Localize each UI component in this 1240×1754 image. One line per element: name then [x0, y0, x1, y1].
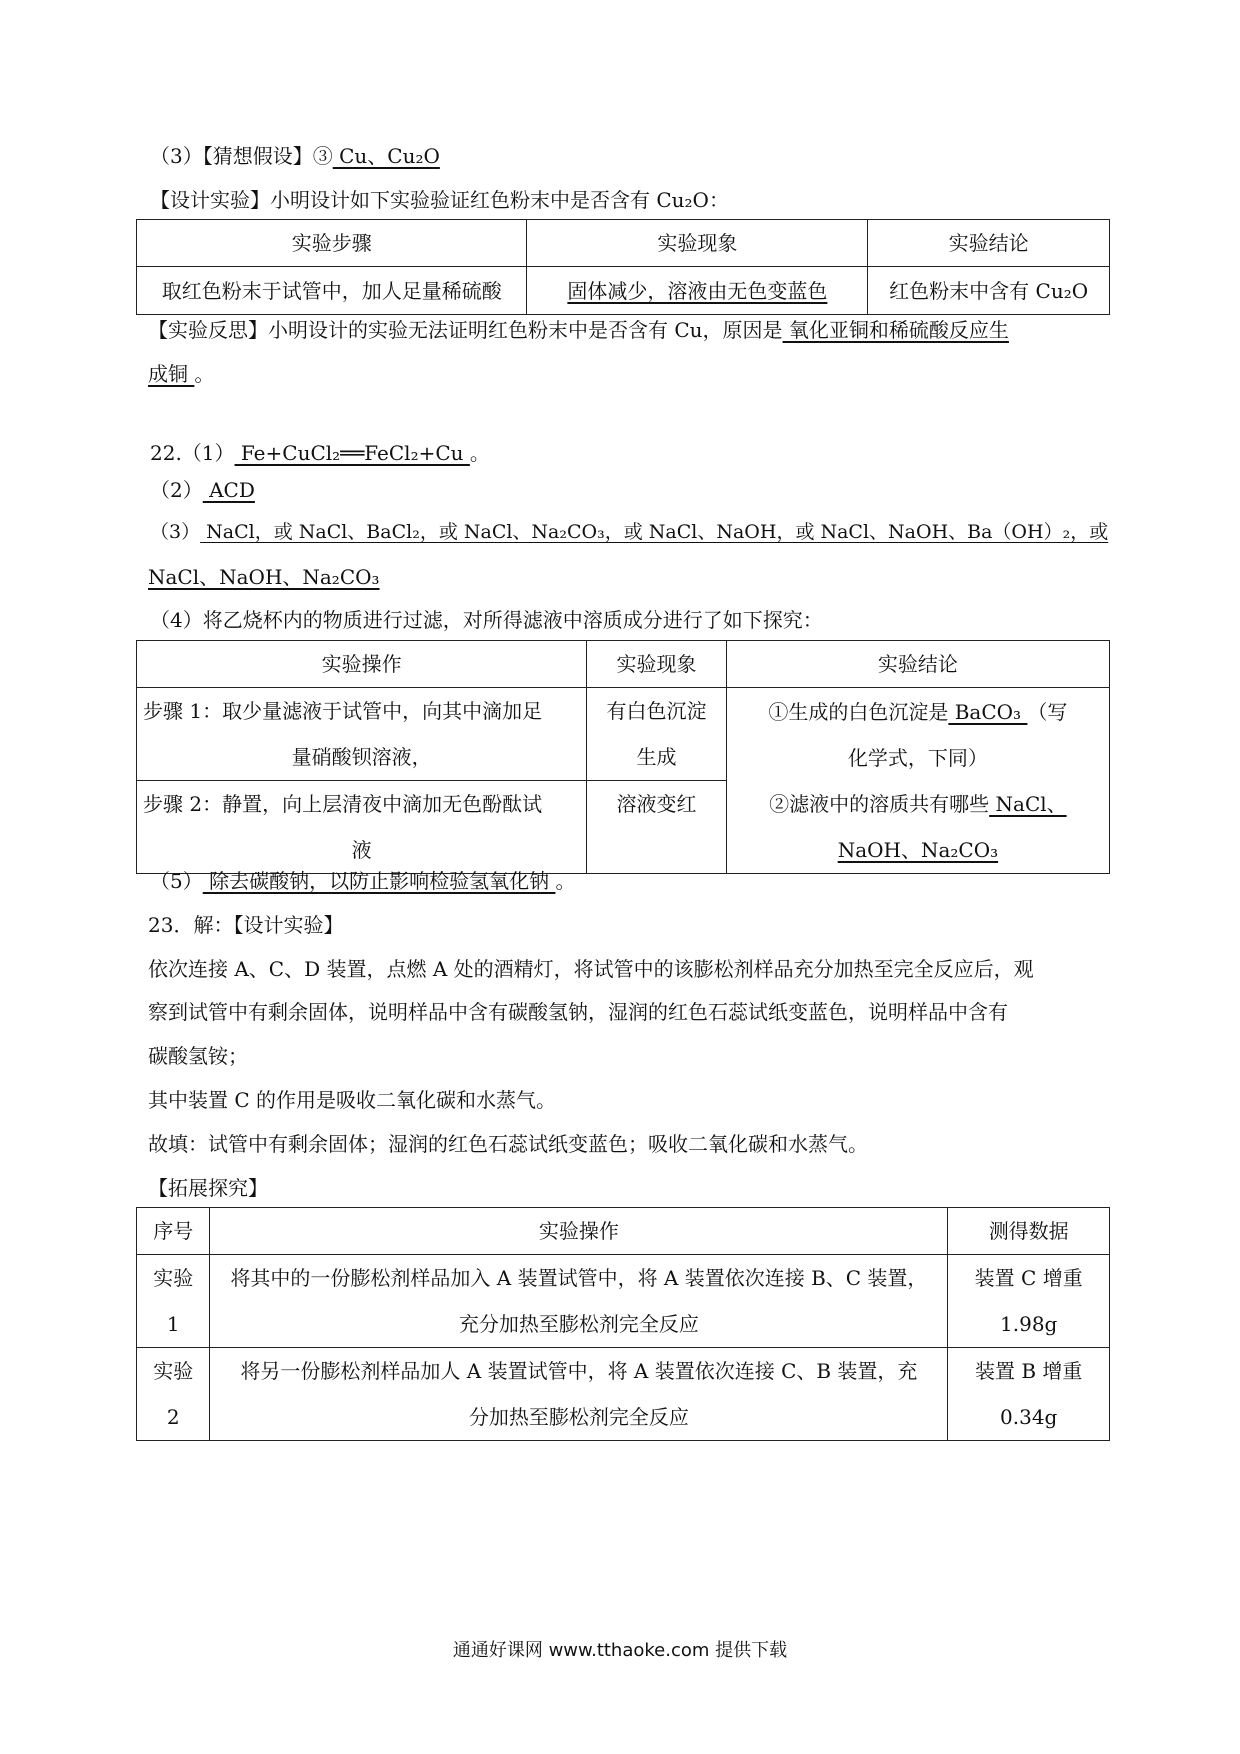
q22-part1-answer: Fe+CuCl₂══FeCl₂+Cu	[234, 441, 470, 465]
table3-row2-data-line1: 装置 B 增重	[974, 1359, 1083, 1383]
table2-header-conclusion: 实验结论	[726, 641, 1109, 688]
table2-step2-phenomenon: 溶液变红	[587, 781, 727, 874]
table2-step1-obs-line1: 有白色沉淀	[606, 699, 707, 723]
table3-header-operation: 实验操作	[210, 1208, 948, 1255]
reflection-line-2	[148, 360, 214, 388]
table1-cell-step: 取红色粉末于试管中，加人足量稀硫酸	[137, 267, 527, 315]
q22-part1	[150, 439, 490, 467]
page-footer: 通通好课网 www.tthaoke.com 提供下载	[452, 1640, 788, 1661]
table3-row1-operation	[210, 1255, 948, 1348]
table-extended-investigation	[136, 1207, 1110, 1441]
table3-row1-index-line2: 1	[166, 1312, 180, 1336]
table3-header-data: 测得数据	[948, 1208, 1110, 1255]
table3-row1-data-line1: 装置 C 增重	[974, 1266, 1083, 1290]
table-cu2o-verification	[136, 219, 1110, 315]
table3-row2-op-line1: 将另一份膨松剂样品加人 A 装置试管中，将 A 装置依次连接 C、B 装置，充	[240, 1359, 918, 1383]
table1-header-conclusion: 实验结论	[868, 220, 1110, 267]
table2-conclusion	[726, 688, 1109, 874]
table3-row2-data	[948, 1348, 1110, 1441]
table1-phenomenon-answer: 固体减少，溶液由无色变蓝色	[567, 278, 828, 303]
table2-conclusion1-suffix: （写	[1027, 699, 1068, 724]
table2-step2-operation	[137, 781, 587, 874]
q23-title: 23．解：【设计实验】	[148, 913, 344, 937]
table2-step2-op-line2: 液	[351, 838, 372, 862]
table3-row1-data	[948, 1255, 1110, 1348]
table3-row1-op-line2: 充分加热至膨松剂完全反应	[458, 1312, 699, 1336]
q23-para1-line3: 碳酸氢铵；	[148, 1044, 248, 1068]
reflection-answer-part1: 氧化亚铜和稀硫酸反应生	[782, 318, 1009, 342]
hypothesis-answer: Cu、Cu₂O	[332, 144, 440, 168]
table2-conclusion-1	[733, 689, 1103, 735]
q22-part3-answer-2: NaCl、NaOH、Na₂CO₃	[148, 565, 380, 589]
q22-part5-answer: 除去碳酸钠，以防止影响检验氢氧化钠	[202, 869, 556, 893]
table2-conclusion2-answer-1: NaCl、	[989, 791, 1067, 816]
q23-ext-title: 【拓展探究】	[148, 1176, 268, 1200]
q22-part4-intro: （4）将乙烧杯内的物质进行过滤，对所得滤液中溶质成分进行了如下探究：	[150, 608, 823, 632]
q22-part5	[150, 867, 575, 895]
reflection-answer-part2: 成铜	[148, 362, 195, 386]
table2-conclusion-2-line2	[733, 827, 1103, 873]
q23-para2: 其中装置 C 的作用是吸收二氧化碳和水蒸气。	[148, 1088, 557, 1112]
q22-part5-end: 。	[555, 869, 576, 893]
q22-part3-label: （3）	[150, 521, 201, 543]
q22-part1-label: 22.（1）	[150, 441, 235, 465]
reflection-end: 。	[194, 362, 215, 386]
table3-row1-data-line2: 1.98g	[1000, 1312, 1058, 1336]
design-intro: 【设计实验】小明设计如下实验验证红色粉末中是否含有 Cu₂O：	[150, 188, 729, 212]
table2-step2-op-line1: 步骤 2：静置，向上层清夜中滴加无色酚酞试	[143, 792, 543, 816]
q22-part2	[150, 476, 255, 504]
q22-part2-answer: ACD	[202, 478, 255, 502]
table2-step1-op-line2: 量硝酸钡溶液，	[291, 745, 432, 769]
table2-conclusion2-label: ②滤液中的溶质共有哪些	[769, 791, 990, 816]
table3-header-index: 序号	[137, 1208, 210, 1255]
q23-para1-line2: 察到试管中有剩余固体，说明样品中含有碳酸氢钠，湿润的红色石蕊试纸变蓝色，说明样品中含有	[148, 1000, 1008, 1024]
table1-header-phenomenon: 实验现象	[527, 220, 868, 267]
table-filtrate-investigation	[136, 640, 1110, 874]
table2-conclusion-2	[733, 781, 1103, 827]
table2-conclusion1-label: ①生成的白色沉淀是	[768, 699, 949, 724]
hypothesis-label: （3）【猜想假设】③	[150, 144, 333, 168]
table2-step1-phenomenon	[587, 688, 727, 781]
table2-conclusion2-answer-2: NaOH、Na₂CO₃	[837, 837, 999, 862]
table-row	[137, 1348, 1110, 1441]
hypothesis-line	[150, 142, 440, 170]
table3-row2-op-line2: 分加热至膨松剂完全反应	[468, 1405, 689, 1429]
table-row	[137, 1255, 1110, 1348]
table1-cell-conclusion: 红色粉末中含有 Cu₂O	[868, 267, 1110, 315]
table1-header-step: 实验步骤	[137, 220, 527, 267]
q22-part3-line2	[148, 563, 380, 591]
table2-step1-operation	[137, 688, 587, 781]
reflection-label: 【实验反思】小明设计的实验无法证明红色粉末中是否含有 Cu，原因是	[148, 318, 783, 342]
q22-part1-end: 。	[469, 441, 490, 465]
table3-row1-index-line1: 实验	[153, 1266, 194, 1290]
q22-part2-label: （2）	[150, 478, 203, 502]
table2-header-phenomenon: 实验现象	[587, 641, 727, 688]
table3-row1-index	[137, 1255, 210, 1348]
table3-row1-op-line1: 将其中的一份膨松剂样品加入 A 装置试管中，将 A 装置依次连接 B、C 装置，	[230, 1266, 928, 1290]
table3-row2-index-line2: 2	[166, 1405, 180, 1429]
q22-part5-label: （5）	[150, 869, 203, 893]
table3-row2-index	[137, 1348, 210, 1441]
table2-header-operation: 实验操作	[137, 641, 587, 688]
q23-para1-line1: 依次连接 A、C、D 装置，点燃 A 处的酒精灯，将试管中的该膨松剂样品充分加热至完全反应后，观	[148, 957, 1034, 981]
table1-cell-phenomenon	[527, 267, 868, 315]
table2-conclusion1-line2: 化学式，下同）	[847, 745, 988, 770]
table2-step1-op-line1: 步骤 1：取少量滤液于试管中，向其中滴加足	[143, 699, 543, 723]
q23-para3: 故填：试管中有剩余固体；湿润的红色石蕊试纸变蓝色；吸收二氧化碳和水蒸气。	[148, 1132, 868, 1156]
q22-part3-answer-1: NaCl，或 NaCl、BaCl₂，或 NaCl、Na₂CO₃，或 NaCl、NaOH，或 NaCl、NaOH、Ba（OH）₂，或	[200, 521, 1109, 543]
q22-part3-line1	[150, 518, 1108, 546]
table3-row2-operation	[210, 1348, 948, 1441]
table3-row2-data-line2: 0.34g	[1000, 1405, 1058, 1429]
table2-conclusion1-answer: BaCO₃	[948, 699, 1028, 724]
table2-step1-obs-line2: 生成	[636, 745, 677, 769]
reflection-line-1	[148, 316, 1009, 344]
table3-row2-index-line1: 实验	[153, 1359, 194, 1383]
